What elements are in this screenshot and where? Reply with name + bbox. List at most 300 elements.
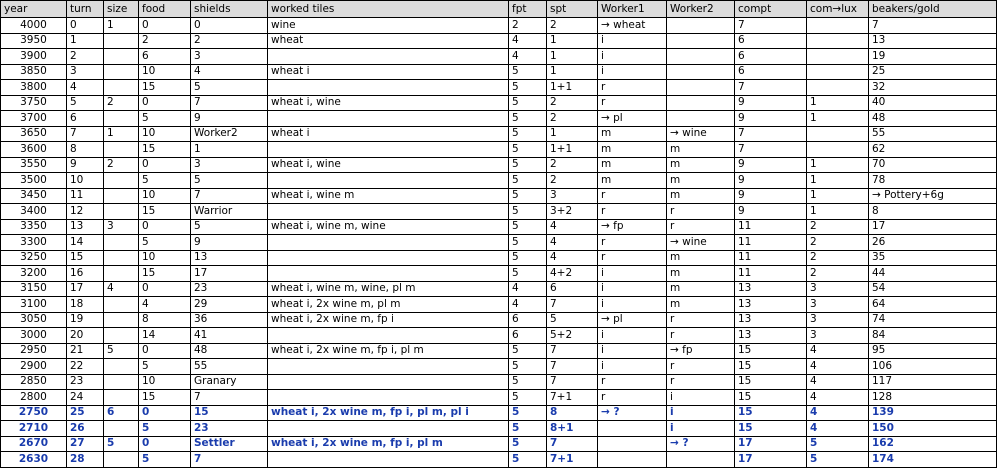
cell-year: 2670	[1, 436, 67, 452]
column-header-fpt: fpt	[509, 1, 547, 18]
cell-fpt: 5	[509, 266, 547, 282]
cell-shields: 17	[191, 266, 268, 282]
cell-shields: 5	[191, 219, 268, 235]
cell-shields: 3	[191, 49, 268, 65]
cell-spt: 1	[547, 64, 598, 80]
cell-food: 5	[139, 173, 191, 189]
table-row	[1, 452, 997, 468]
cell-size: 6	[104, 405, 139, 421]
column-header-size: size	[104, 1, 139, 18]
cell-worker2: → wine	[667, 235, 735, 251]
cell-food: 15	[139, 266, 191, 282]
cell-worker1: i	[598, 266, 667, 282]
cell-compt: 7	[735, 18, 807, 34]
cell-worked-tiles	[268, 359, 509, 375]
cell-worked-tiles	[268, 235, 509, 251]
cell-spt: 7+1	[547, 452, 598, 468]
cell-turn: 13	[67, 219, 104, 235]
table-row	[1, 235, 997, 251]
cell-beakers-gold: 48	[869, 111, 997, 127]
cell-year: 3650	[1, 126, 67, 142]
cell-compt: 15	[735, 343, 807, 359]
column-header-compt: compt	[735, 1, 807, 18]
cell-worker2	[667, 95, 735, 111]
cell-year: 3300	[1, 235, 67, 251]
cell-compt: 6	[735, 49, 807, 65]
cell-beakers-gold: 55	[869, 126, 997, 142]
table-row	[1, 374, 997, 390]
cell-beakers-gold: 150	[869, 421, 997, 437]
cell-beakers-gold: 7	[869, 18, 997, 34]
cell-compt: 9	[735, 111, 807, 127]
cell-worked-tiles: wheat i, 2x wine m, fp i	[268, 312, 509, 328]
cell-food: 2	[139, 33, 191, 49]
cell-spt: 2	[547, 95, 598, 111]
cell-turn: 6	[67, 111, 104, 127]
cell-beakers-gold: 139	[869, 405, 997, 421]
cell-worked-tiles: wheat i, 2x wine m, fp i, pl m	[268, 436, 509, 452]
cell-food: 14	[139, 328, 191, 344]
cell-size: 2	[104, 157, 139, 173]
cell-spt: 7	[547, 297, 598, 313]
cell-year: 3550	[1, 157, 67, 173]
cell-shields: 7	[191, 390, 268, 406]
cell-food: 8	[139, 312, 191, 328]
cell-fpt: 5	[509, 64, 547, 80]
cell-size	[104, 250, 139, 266]
cell-spt: 7	[547, 436, 598, 452]
cell-turn: 9	[67, 157, 104, 173]
cell-worked-tiles	[268, 49, 509, 65]
cell-com-lux	[807, 80, 869, 96]
cell-fpt: 5	[509, 204, 547, 220]
cell-size	[104, 111, 139, 127]
cell-shields: 7	[191, 95, 268, 111]
cell-beakers-gold: 106	[869, 359, 997, 375]
cell-com-lux: 2	[807, 219, 869, 235]
cell-spt: 8+1	[547, 421, 598, 437]
cell-com-lux: 4	[807, 343, 869, 359]
cell-worked-tiles: wheat i, wine m, wine, pl m	[268, 281, 509, 297]
cell-year: 3100	[1, 297, 67, 313]
cell-compt: 17	[735, 452, 807, 468]
cell-spt: 1	[547, 126, 598, 142]
cell-beakers-gold: 17	[869, 219, 997, 235]
cell-beakers-gold: 25	[869, 64, 997, 80]
cell-worker1: i	[598, 343, 667, 359]
cell-turn: 20	[67, 328, 104, 344]
column-header-worked-tiles: worked tiles	[268, 1, 509, 18]
cell-worker1: → pl	[598, 111, 667, 127]
cell-size: 1	[104, 126, 139, 142]
cell-food: 6	[139, 49, 191, 65]
cell-year: 2630	[1, 452, 67, 468]
cell-size: 5	[104, 343, 139, 359]
cell-shields: 55	[191, 359, 268, 375]
cell-turn: 28	[67, 452, 104, 468]
cell-year: 3700	[1, 111, 67, 127]
cell-shields: 29	[191, 297, 268, 313]
cell-worked-tiles	[268, 173, 509, 189]
cell-worked-tiles: wheat i, wine m	[268, 188, 509, 204]
cell-food: 0	[139, 157, 191, 173]
cell-spt: 1+1	[547, 80, 598, 96]
cell-year: 3750	[1, 95, 67, 111]
table-row	[1, 328, 997, 344]
cell-food: 15	[139, 142, 191, 158]
cell-size: 3	[104, 219, 139, 235]
cell-compt: 11	[735, 266, 807, 282]
cell-com-lux: 1	[807, 111, 869, 127]
cell-fpt: 5	[509, 250, 547, 266]
cell-shields: Worker2	[191, 126, 268, 142]
table-row	[1, 359, 997, 375]
cell-shields: 9	[191, 111, 268, 127]
cell-com-lux: 4	[807, 374, 869, 390]
cell-com-lux	[807, 33, 869, 49]
cell-fpt: 4	[509, 33, 547, 49]
cell-worker2: i	[667, 390, 735, 406]
cell-shields: 7	[191, 188, 268, 204]
cell-compt: 6	[735, 64, 807, 80]
table-row	[1, 49, 997, 65]
cell-spt: 2	[547, 173, 598, 189]
cell-compt: 15	[735, 405, 807, 421]
cell-food: 5	[139, 235, 191, 251]
cell-worker2	[667, 49, 735, 65]
cell-year: 2710	[1, 421, 67, 437]
column-header-worker2: Worker2	[667, 1, 735, 18]
cell-turn: 7	[67, 126, 104, 142]
cell-shields: 15	[191, 405, 268, 421]
cell-beakers-gold: 13	[869, 33, 997, 49]
cell-turn: 5	[67, 95, 104, 111]
cell-worker1	[598, 452, 667, 468]
cell-worker2: m	[667, 266, 735, 282]
cell-com-lux	[807, 126, 869, 142]
cell-food: 15	[139, 204, 191, 220]
cell-shields: 41	[191, 328, 268, 344]
cell-worker1: r	[598, 204, 667, 220]
cell-fpt: 2	[509, 18, 547, 34]
cell-food: 0	[139, 18, 191, 34]
cell-shields: 4	[191, 64, 268, 80]
cell-worker1: r	[598, 250, 667, 266]
cell-food: 0	[139, 281, 191, 297]
cell-compt: 15	[735, 421, 807, 437]
cell-food: 10	[139, 64, 191, 80]
column-header-turn: turn	[67, 1, 104, 18]
cell-food: 0	[139, 219, 191, 235]
cell-fpt: 4	[509, 49, 547, 65]
table-row	[1, 95, 997, 111]
cell-year: 2800	[1, 390, 67, 406]
column-header-beakers-gold: beakers/gold	[869, 1, 997, 18]
cell-turn: 27	[67, 436, 104, 452]
cell-year: 2850	[1, 374, 67, 390]
cell-compt: 17	[735, 436, 807, 452]
cell-food: 10	[139, 126, 191, 142]
cell-worker2	[667, 33, 735, 49]
table-row	[1, 390, 997, 406]
table-row	[1, 421, 997, 437]
cell-size	[104, 64, 139, 80]
cell-shields: 1	[191, 142, 268, 158]
cell-turn: 0	[67, 18, 104, 34]
cell-size	[104, 49, 139, 65]
cell-turn: 15	[67, 250, 104, 266]
cell-worked-tiles: wheat i, wine	[268, 157, 509, 173]
cell-com-lux: 3	[807, 297, 869, 313]
cell-worked-tiles: wheat i, wine m, wine	[268, 219, 509, 235]
cell-spt: 4	[547, 235, 598, 251]
cell-com-lux: 4	[807, 359, 869, 375]
cell-spt: 4	[547, 250, 598, 266]
cell-fpt: 5	[509, 126, 547, 142]
cell-com-lux: 2	[807, 266, 869, 282]
cell-food: 0	[139, 405, 191, 421]
table-row	[1, 157, 997, 173]
cell-worked-tiles: wheat i	[268, 126, 509, 142]
cell-fpt: 5	[509, 390, 547, 406]
table-row	[1, 18, 997, 34]
cell-spt: 5+2	[547, 328, 598, 344]
cell-compt: 11	[735, 235, 807, 251]
cell-compt: 9	[735, 157, 807, 173]
cell-shields: 0	[191, 18, 268, 34]
cell-com-lux: 2	[807, 235, 869, 251]
cell-size	[104, 266, 139, 282]
cell-year: 3050	[1, 312, 67, 328]
column-header-shields: shields	[191, 1, 268, 18]
cell-com-lux: 3	[807, 328, 869, 344]
cell-compt: 13	[735, 312, 807, 328]
cell-year: 3850	[1, 64, 67, 80]
cell-worker2	[667, 18, 735, 34]
cell-fpt: 6	[509, 328, 547, 344]
cell-com-lux	[807, 64, 869, 80]
cell-turn: 4	[67, 80, 104, 96]
cell-beakers-gold: 162	[869, 436, 997, 452]
cell-fpt: 4	[509, 297, 547, 313]
cell-worked-tiles: wheat	[268, 33, 509, 49]
cell-turn: 12	[67, 204, 104, 220]
table-body	[1, 18, 997, 468]
cell-worker2: m	[667, 173, 735, 189]
cell-fpt: 5	[509, 157, 547, 173]
cell-worker1: i	[598, 328, 667, 344]
cell-fpt: 4	[509, 281, 547, 297]
cell-compt: 7	[735, 80, 807, 96]
cell-com-lux: 4	[807, 421, 869, 437]
cell-beakers-gold: 8	[869, 204, 997, 220]
cell-year: 2750	[1, 405, 67, 421]
table-row	[1, 204, 997, 220]
cell-worked-tiles	[268, 111, 509, 127]
table-row	[1, 33, 997, 49]
table-row	[1, 281, 997, 297]
cell-beakers-gold: 40	[869, 95, 997, 111]
cell-year: 3200	[1, 266, 67, 282]
cell-fpt: 5	[509, 173, 547, 189]
cell-spt: 4+2	[547, 266, 598, 282]
table-row	[1, 80, 997, 96]
cell-size: 1	[104, 18, 139, 34]
cell-com-lux	[807, 142, 869, 158]
cell-fpt: 6	[509, 312, 547, 328]
cell-year: 3000	[1, 328, 67, 344]
cell-shields: 5	[191, 80, 268, 96]
cell-compt: 15	[735, 359, 807, 375]
cell-shields: 5	[191, 173, 268, 189]
cell-spt: 3+2	[547, 204, 598, 220]
cell-com-lux: 4	[807, 405, 869, 421]
cell-worker2	[667, 80, 735, 96]
cell-worker2: r	[667, 374, 735, 390]
cell-com-lux: 1	[807, 95, 869, 111]
column-header-year: year	[1, 1, 67, 18]
cell-size	[104, 142, 139, 158]
cell-fpt: 5	[509, 80, 547, 96]
cell-year: 4000	[1, 18, 67, 34]
cell-shields: 23	[191, 281, 268, 297]
cell-worker2: r	[667, 359, 735, 375]
cell-worker2: m	[667, 142, 735, 158]
cell-year: 2950	[1, 343, 67, 359]
column-header-com-lux: com→lux	[807, 1, 869, 18]
cell-food: 0	[139, 343, 191, 359]
cell-year: 3500	[1, 173, 67, 189]
cell-year: 3150	[1, 281, 67, 297]
cell-food: 10	[139, 250, 191, 266]
cell-size	[104, 390, 139, 406]
cell-com-lux: 2	[807, 250, 869, 266]
cell-worker2: r	[667, 219, 735, 235]
cell-turn: 24	[67, 390, 104, 406]
cell-food: 15	[139, 80, 191, 96]
cell-worked-tiles	[268, 80, 509, 96]
cell-worked-tiles: wheat i, wine	[268, 95, 509, 111]
cell-com-lux: 5	[807, 436, 869, 452]
cell-year: 3250	[1, 250, 67, 266]
cell-worked-tiles	[268, 421, 509, 437]
cell-year: 2900	[1, 359, 67, 375]
cell-beakers-gold: 54	[869, 281, 997, 297]
cell-shields: Settler	[191, 436, 268, 452]
cell-turn: 1	[67, 33, 104, 49]
cell-turn: 26	[67, 421, 104, 437]
cell-food: 5	[139, 111, 191, 127]
cell-compt: 13	[735, 328, 807, 344]
cell-worker2: i	[667, 405, 735, 421]
cell-size	[104, 421, 139, 437]
cell-turn: 8	[67, 142, 104, 158]
cell-turn: 2	[67, 49, 104, 65]
cell-worked-tiles	[268, 452, 509, 468]
cell-worker2: r	[667, 328, 735, 344]
cell-beakers-gold: 128	[869, 390, 997, 406]
cell-size	[104, 328, 139, 344]
cell-year: 3600	[1, 142, 67, 158]
cell-turn: 10	[67, 173, 104, 189]
table-row	[1, 312, 997, 328]
cell-fpt: 5	[509, 452, 547, 468]
cell-spt: 2	[547, 157, 598, 173]
cell-year: 3350	[1, 219, 67, 235]
cell-size	[104, 173, 139, 189]
cell-spt: 7	[547, 374, 598, 390]
cell-beakers-gold: 44	[869, 266, 997, 282]
cell-fpt: 5	[509, 436, 547, 452]
cell-shields: 48	[191, 343, 268, 359]
cell-compt: 9	[735, 204, 807, 220]
cell-worker2: → wine	[667, 126, 735, 142]
cell-turn: 22	[67, 359, 104, 375]
cell-size: 2	[104, 95, 139, 111]
cell-year: 3450	[1, 188, 67, 204]
cell-com-lux: 4	[807, 390, 869, 406]
table-row	[1, 142, 997, 158]
cell-size: 4	[104, 281, 139, 297]
cell-beakers-gold: 78	[869, 173, 997, 189]
table-row	[1, 173, 997, 189]
cell-turn: 18	[67, 297, 104, 313]
cell-compt: 13	[735, 281, 807, 297]
cell-fpt: 5	[509, 95, 547, 111]
cell-worker1: i	[598, 49, 667, 65]
table-row	[1, 266, 997, 282]
cell-com-lux	[807, 18, 869, 34]
cell-worked-tiles	[268, 374, 509, 390]
cell-fpt: 5	[509, 188, 547, 204]
cell-beakers-gold: 19	[869, 49, 997, 65]
cell-turn: 16	[67, 266, 104, 282]
cell-worked-tiles: wheat i, 2x wine m, fp i, pl m, pl i	[268, 405, 509, 421]
cell-worker2: m	[667, 281, 735, 297]
cell-beakers-gold: 74	[869, 312, 997, 328]
cell-com-lux: 3	[807, 312, 869, 328]
cell-worker1: → pl	[598, 312, 667, 328]
table-row	[1, 250, 997, 266]
column-header-food: food	[139, 1, 191, 18]
cell-spt: 2	[547, 111, 598, 127]
cell-spt: 6	[547, 281, 598, 297]
cell-worker2: m	[667, 250, 735, 266]
cell-worker1: → ?	[598, 405, 667, 421]
cell-spt: 3	[547, 188, 598, 204]
cell-fpt: 5	[509, 405, 547, 421]
cell-shields: 36	[191, 312, 268, 328]
cell-year: 3900	[1, 49, 67, 65]
cell-compt: 9	[735, 188, 807, 204]
cell-com-lux: 1	[807, 157, 869, 173]
cell-size	[104, 188, 139, 204]
cell-beakers-gold: 62	[869, 142, 997, 158]
cell-turn: 23	[67, 374, 104, 390]
cell-beakers-gold: 174	[869, 452, 997, 468]
cell-worker2	[667, 64, 735, 80]
cell-worker1: m	[598, 157, 667, 173]
cell-compt: 13	[735, 297, 807, 313]
cell-fpt: 5	[509, 235, 547, 251]
cell-worker1: i	[598, 359, 667, 375]
table-row	[1, 297, 997, 313]
column-header-spt: spt	[547, 1, 598, 18]
cell-worker2: → ?	[667, 436, 735, 452]
cell-year: 3950	[1, 33, 67, 49]
cell-worker2	[667, 111, 735, 127]
cell-size	[104, 204, 139, 220]
